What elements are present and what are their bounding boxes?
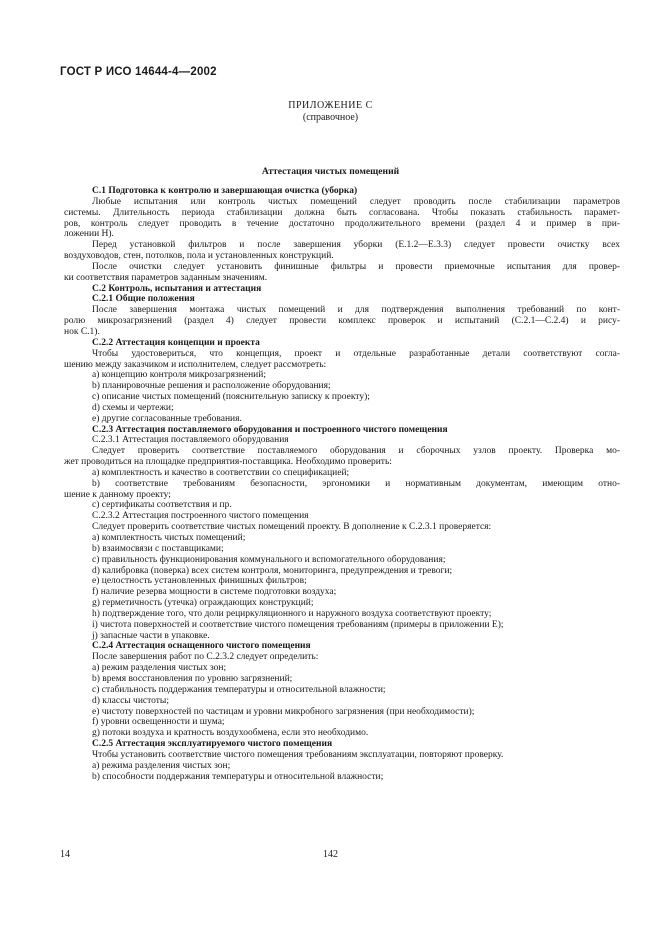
text-line: b) способности поддержания температуры и относительной влажности; [92, 771, 384, 782]
text-line: системы. Длительность периода стабилизации должна быть согласована. Чтобы показать стабильность парамет- [64, 207, 620, 218]
text-line: шению между заказчиком и исполнителем, следует рассмотреть: [64, 359, 327, 370]
text-line: а) режима разделения чистых зон; [92, 760, 231, 771]
text-line: После завершения монтажа чистых помещений и для подтверждения выполнения требований по конт- [92, 305, 620, 316]
text-line: е) другие согласованные требования. [92, 413, 242, 424]
text-line: Любые испытания или контроль чистых помещений следует проводить после стабилизации параметров [92, 196, 620, 207]
text-line: d) классы чистоты; [92, 695, 169, 706]
section-heading: С.2.1 Общие положения [92, 294, 195, 305]
text-line: b) время восстановления по уровню загрязнений; [92, 673, 293, 684]
document-body [64, 186, 620, 782]
annex-title: ПРИЛОЖЕНИЕ С [288, 100, 373, 111]
text-line: С.2.3.1 Аттестация поставляемого оборудования [92, 435, 289, 446]
text-line: а) комплектность и качество в соответствии со спецификацией; [92, 467, 350, 478]
text-line: с) описание чистых помещений (пояснительную записку к проекту); [92, 392, 370, 403]
text-line: а) комплектность чистых помещений; [92, 533, 246, 543]
text-line: f) наличие резерва мощности в системе подготовки воздуха; [92, 587, 337, 598]
section-heading: С.1 Подготовка к контролю и завершающая очистка (уборка) [92, 186, 358, 196]
text-line: h) подтверждение того, что доли рециркуляционного и наружного воздуха соответствуют проекту; [92, 608, 492, 619]
text-line: с) стабильность поддержания температуры и относительной влажности; [92, 684, 386, 695]
text-line: Следует проверить соответствие поставляемого оборудования и сборочных узлов проекту. Проверка мо- [92, 446, 620, 457]
text-line: Чтобы удостовериться, что концепция, проект и отдельные разработанные детали соответствуют согла- [92, 348, 620, 359]
text-line: b) планировочные решения и расположение оборудования; [92, 381, 331, 392]
text-line: b) взаимосвязи с поставщиками; [92, 543, 224, 554]
text-line: С.2.3.2 Аттестация построенного чистого помещения [92, 511, 309, 522]
text-line: е) целостность установленных финишных фильтров; [92, 576, 307, 587]
text-line: d) калибровка (поверка) всех систем контроля, мониторинга, предупреждения и тревоги; [92, 565, 453, 576]
section-heading: С.2.5 Аттестация эксплуатируемого чистого помещения [92, 739, 333, 750]
text-line: После очистки следует установить финишные фильтры и провести приемочные испытания для провер- [92, 261, 620, 272]
page-number-center: 142 [323, 849, 338, 860]
text-line: ров, контроль следует проводить в течение достаточно продолжительного времени (раздел 4 и пример в при- [64, 218, 620, 229]
text-line: жет проводиться на площадке предприятия-поставщика. Необходимо проверить: [64, 457, 392, 468]
document-code: ГОСТ Р ИСО 14644-4—2002 [60, 66, 217, 78]
annex-subtitle: (справочное) [302, 112, 359, 123]
text-line: g) потоки воздуха и кратность воздухообмена, если это необходимо. [92, 728, 369, 739]
text-line: Перед установкой фильтров и после завершения уборки (Е.1.2—Е.3.3) следует провести очистку всех [92, 240, 620, 251]
text-line: с) сертификаты соответствия и пр. [92, 500, 232, 511]
text-line: b) соответствие требованиям безопасности, эргономики и нормативным документам, имеющим отно- [92, 478, 620, 489]
text-line: f) уровни освещенности и шума; [92, 717, 225, 728]
section-heading: С.2 Контроль, испытания и аттестация [92, 283, 262, 294]
page-number-left: 14 [60, 849, 70, 860]
section-heading: С.2.2 Аттестация концепции и проекта [92, 337, 260, 348]
text-line: нок С.1). [64, 326, 100, 337]
text-line: g) герметичность (утечка) ограждающих конструкций; [92, 598, 314, 609]
text-line: воздуховодов, стен, потолков, пола и установленных конструкций. [64, 251, 334, 262]
text-line: d) схемы и чертежи; [92, 402, 174, 413]
section-heading: С.2.4 Аттестация оснащенного чистого помещения [92, 641, 311, 652]
text-line: а) концепцию контроля микрозагрязнений; [92, 370, 266, 381]
section-heading: С.2.3 Аттестация поставляемого оборудования и построенного чистого помещения [92, 424, 448, 435]
text-line: i) чистота поверхностей и соответствие чистого помещения требованиям (примеры в приложении Е); [92, 619, 504, 630]
text-line: ложении Н). [64, 229, 114, 240]
annex-heading [0, 100, 661, 124]
text-line: Следует проверить соответствие чистых помещений проекту. В дополнение к С.2.3.1 проверяется: [92, 522, 492, 533]
text-line: Чтобы установить соответствие чистого помещения требованиям эксплуатации, повторяют проверку. [92, 749, 504, 760]
text-line: j) запасные части в упаковке. [92, 630, 210, 641]
text-line: После завершения работ по С.2.3.2 следует определить: [92, 652, 319, 663]
text-line: ки соответствия параметров заданным значениям. [64, 272, 268, 283]
text-line: шение к данному проекту; [64, 489, 171, 500]
text-line: е) чистоту поверхностей по частицам и уровни микробного загрязнения (при необходимости); [92, 706, 475, 717]
text-line: с) правильность функционирования коммунального и вспомогательного оборудования; [92, 554, 446, 565]
text-line: а) режим разделения чистых зон; [92, 663, 227, 674]
section-title: Аттестация чистых помещений [261, 166, 400, 177]
text-line: ролю микрозагрязнений (раздел 4) следует провести комплекс проверок и испытаний (С.2.1—С.2.4) и рису- [64, 316, 620, 327]
